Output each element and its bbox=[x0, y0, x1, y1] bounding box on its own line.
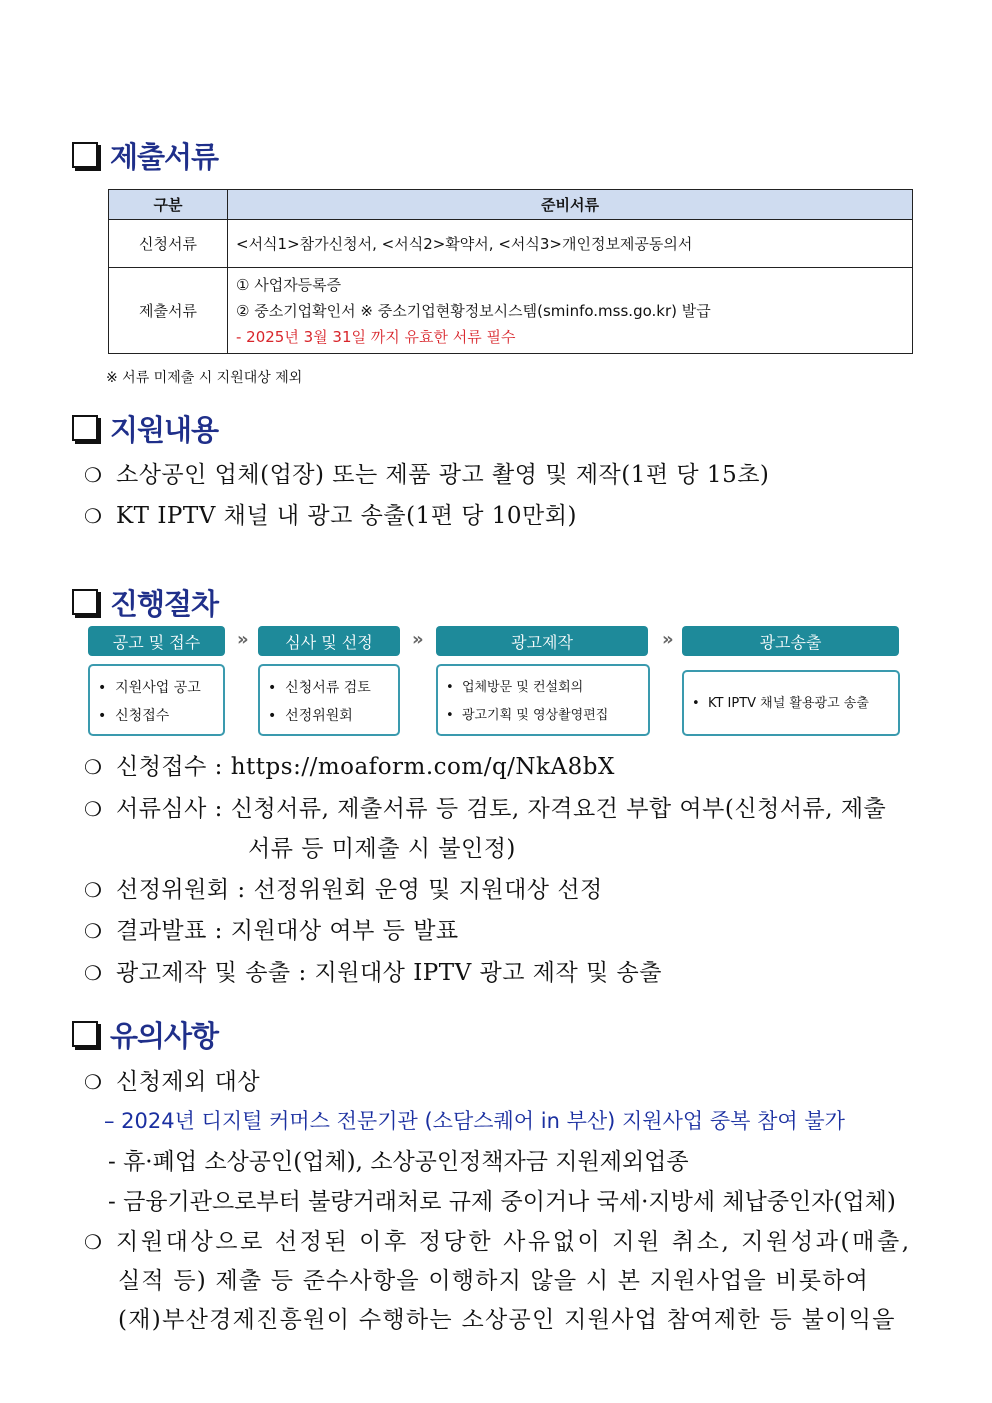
chevron-right-icon: » bbox=[412, 629, 424, 650]
exclusion-item: - 휴·폐업 소상공인(업체), 소상공인정책자금 지원제외업종 bbox=[108, 1149, 689, 1175]
process-step-body: • 신청서류 검토 • 선정위원회 bbox=[258, 664, 400, 736]
section-title-support: 지원내용 bbox=[72, 408, 218, 448]
table-header: 준비서류 bbox=[228, 190, 913, 220]
process-step-body: • 지원사업 공고 • 신청접수 bbox=[88, 664, 225, 736]
list-item: ❍ 신청제외 대상 bbox=[84, 1069, 261, 1095]
table-header: 구분 bbox=[109, 190, 228, 220]
checkbox-square-icon bbox=[72, 589, 98, 615]
list-item-continued: 실적 등) 제출 등 준수사항을 이행하지 않을 시 본 지원사업을 비롯하여 bbox=[118, 1268, 869, 1294]
list-item: ❍ 광고제작 및 송출 : 지원대상 IPTV 광고 제작 및 송출 bbox=[84, 960, 662, 986]
list-item: ❍ 서류심사 : 신청서류, 제출서류 등 검토, 자격요건 부합 여부(신청서류, 제출 bbox=[84, 796, 887, 822]
documents-table bbox=[108, 189, 913, 354]
validity-warning: - 2025년 3월 31일 까지 유효한 서류 필수 bbox=[236, 327, 516, 346]
process-step-title: 광고제작 bbox=[436, 626, 648, 656]
process-step-body: • 업체방문 및 컨설회의 • 광고기획 및 영상촬영편집 bbox=[436, 664, 650, 736]
list-item-continued: 서류 등 미제출 시 불인정) bbox=[248, 836, 516, 862]
table-row: 신청서류 <서식1>참가신청서, <서식2>확약서, <서식3>개인정보제공동의서 bbox=[109, 220, 913, 268]
process-step-title: 공고 및 접수 bbox=[88, 626, 225, 656]
exclusion-item-highlight: – 2024년 디지털 커머스 전문기관 (소담스퀘어 in 부산) 지원사업 중복 참여 불가 bbox=[104, 1109, 845, 1133]
list-item: ❍ KT IPTV 채널 내 광고 송출(1편 당 10만회) bbox=[84, 503, 577, 529]
list-item: ❍ 지원대상으로 선정된 이후 정당한 사유없이 지원 취소, 지원성과(매출, bbox=[84, 1229, 912, 1255]
section-title-process: 진행절차 bbox=[72, 582, 218, 622]
checkbox-square-icon bbox=[72, 142, 98, 168]
process-step-title: 광고송출 bbox=[682, 626, 899, 656]
list-item: ❍ 선정위원회 : 선정위원회 운영 및 지원대상 선정 bbox=[84, 877, 603, 903]
table-note: ※ 서류 미제출 시 지원대상 제외 bbox=[106, 370, 303, 386]
process-step-body: • KT IPTV 채널 활용광고 송출 bbox=[682, 670, 900, 736]
checkbox-square-icon bbox=[72, 415, 98, 441]
table-row: 제출서류 ① 사업자등록증 ② 중소기업확인서 ※ 중소기업현황정보시스템(sminfo.mss.go.kr) 발급 - 2025년 3월 31일 까지 유효한 서류 필수 bbox=[109, 268, 913, 354]
chevron-right-icon: » bbox=[237, 629, 249, 650]
list-item: ❍ 결과발표 : 지원대상 여부 등 발표 bbox=[84, 918, 459, 944]
section-title-notes: 유의사항 bbox=[72, 1014, 218, 1054]
process-step-title: 심사 및 선정 bbox=[258, 626, 400, 656]
list-item: ❍ 소상공인 업체(업장) 또는 제품 광고 촬영 및 제작(1편 당 15초) bbox=[84, 462, 770, 488]
section-title-documents: 제출서류 bbox=[72, 135, 218, 175]
checkbox-square-icon bbox=[72, 1021, 98, 1047]
exclusion-item: - 금융기관으로부터 불량거래처로 규제 중이거나 국세·지방세 체납중인자(업체) bbox=[108, 1189, 896, 1215]
chevron-right-icon: » bbox=[662, 629, 674, 650]
list-item: ❍ 신청접수 : https://moaform.com/q/NkA8bX bbox=[84, 754, 615, 780]
list-item-continued: (재)부산경제진흥원이 수행하는 소상공인 지원사업 참여제한 등 불이익을 bbox=[118, 1307, 896, 1333]
